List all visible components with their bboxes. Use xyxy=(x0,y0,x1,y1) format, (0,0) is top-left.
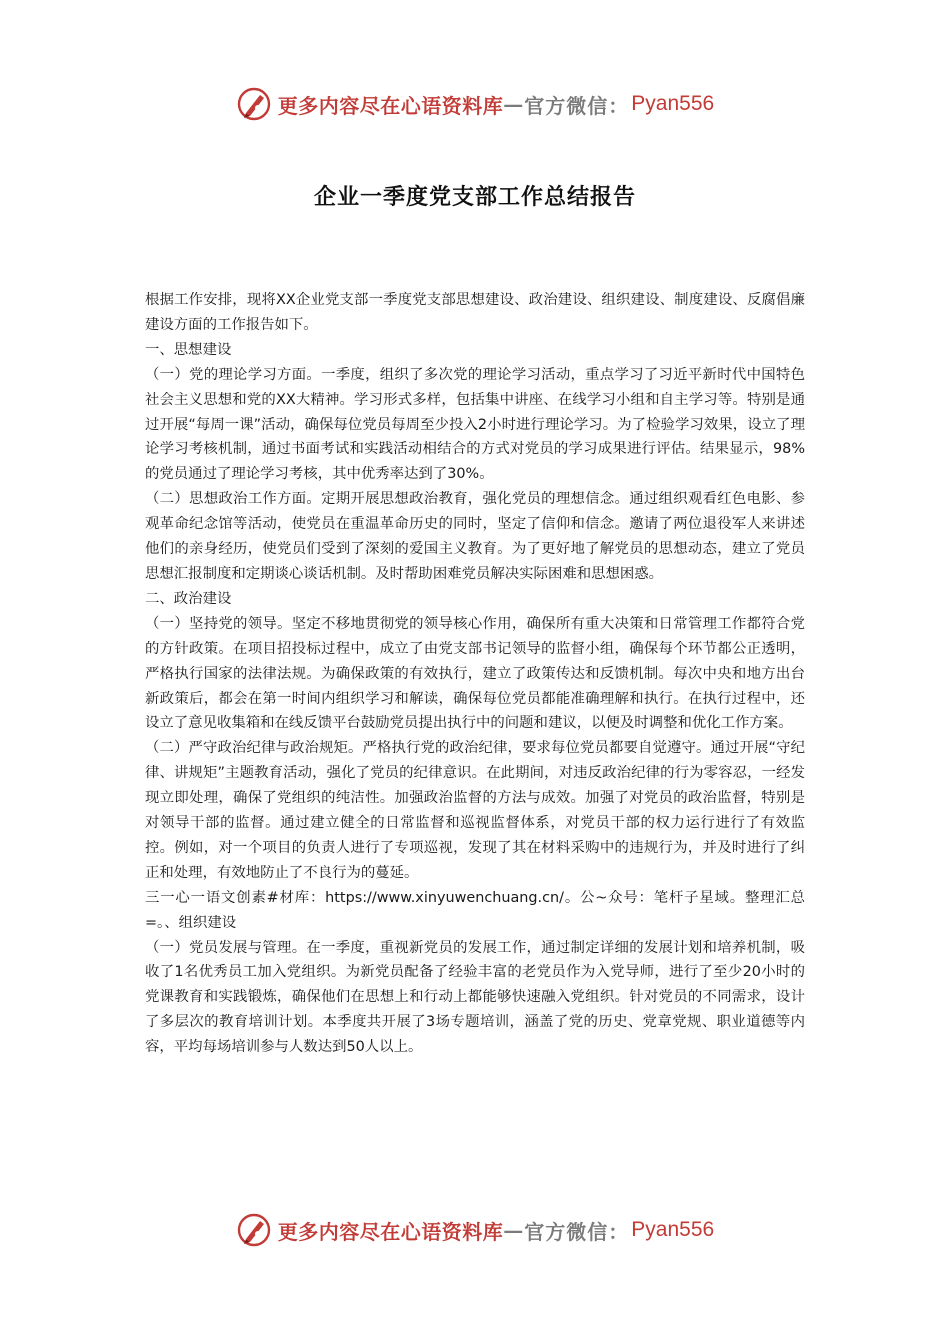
document-title: 企业一季度党支部工作总结报告 xyxy=(313,185,636,210)
banner-wechat-id: Pyan556 xyxy=(631,1218,715,1241)
pen-logo-icon xyxy=(236,1212,272,1248)
paragraph-1-1: （一）党的理论学习方面。一季度，组织了多次党的理论学习活动，重点学习了习近平新时代中国特色社会主义思想和党的XX大精神。学习形式多样，包括集中讲座、在线学习小组和自主学习等。特别是通过开展“每周一课”活动，确保每位党员每周至少投入2小时进行理论学习。为了检验学习效果，设立了理论学习考核机制，通过书面考试和实践活动相结合的方式对党员的学习成果进行评估。结果显示，98%的党员通过了理论学习考核，其中优秀率达到了30%。 xyxy=(145,366,805,483)
section-heading-2: 二、政治建设 xyxy=(145,590,232,607)
banner-wechat-label: 官方微信： xyxy=(524,1219,630,1244)
banner-dash: — xyxy=(503,1218,525,1242)
banner-text: 更多内容尽在心语资料库 xyxy=(277,93,504,118)
header-banner xyxy=(0,82,950,126)
paragraph-intro: 根据工作安排，现将XX企业党支部一季度党支部思想建设、政治建设、组织建设、制度建设、反腐倡廉建设方面的工作报告如下。 xyxy=(145,292,805,333)
section-heading-3: 三一心一语文创素#材库：https://www.xinyuwenchuang.cn/。公~众号：笔杆子星域。整理汇总=。、组织建设 xyxy=(145,889,805,931)
paragraph-2-2: （二）严守政治纪律与政治规矩。严格执行党的政治纪律，要求每位党员都要自觉遵守。通过开展“守纪律、讲规矩”主题教育活动，强化了党员的纪律意识。在此期间，对违反政治纪律的行为零容忍，一经发现立即处理，确保了党组织的纯洁性。加强政治监督的方法与成效。加强了对党员的政治监督，特别是对领导干部的监督。通过建立健全的日常监督和巡视监督体系，对党员干部的权力运行进行了有效监控。例如，对一个项目的负责人进行了专项巡视，发现了其在材料采购中的违规行为，并及时进行了纠正和处理，有效地防止了不良行为的蔓延。 xyxy=(145,740,805,881)
document-body xyxy=(145,288,805,1060)
pen-logo-icon xyxy=(236,86,272,122)
banner-dash: — xyxy=(503,92,525,116)
banner-wechat-label: 官方微信： xyxy=(524,93,630,118)
banner-text: 更多内容尽在心语资料库 xyxy=(277,1219,504,1244)
banner-wechat-id: Pyan556 xyxy=(631,92,715,115)
paragraph-1-2: （二）思想政治工作方面。定期开展思想政治教育，强化党员的理想信念。通过组织观看红色电影、参观革命纪念馆等活动，使党员在重温革命历史的同时，坚定了信仰和信念。邀请了两位退役军人来讲述他们的亲身经历，使党员们受到了深刻的爱国主义教育。为了更好地了解党员的思想动态，建立了党员思想汇报制度和定期谈心谈话机制。及时帮助困难党员解决实际困难和思想困惑。 xyxy=(145,491,805,582)
paragraph-2-1: （一）坚持党的领导。坚定不移地贯彻党的领导核心作用，确保所有重大决策和日常管理工作都符合党的方针政策。在项目招投标过程中，成立了由党支部书记领导的监督小组，确保每个环节都公正透明，严格执行国家的法律法规。为确保政策的有效执行，建立了政策传达和反馈机制。每次中央和地方出台新政策后，都会在第一时间内组织学习和解读，确保每位党员都能准确理解和执行。在执行过程中，还设立了意见收集箱和在线反馈平台鼓励党员提出执行中的问题和建议，以便及时调整和优化工作方案。 xyxy=(145,615,805,732)
paragraph-3-1: （一）党员发展与管理。在一季度，重视新党员的发展工作，通过制定详细的发展计划和培养机制，吸收了1名优秀员工加入党组织。为新党员配备了经验丰富的老党员作为入党导师，进行了至少20小时的党课教育和实践锻炼，确保他们在思想上和行动上都能够快速融入党组织。针对党员的不同需求，设计了多层次的教育培训计划。本季度共开展了3场专题培训，涵盖了党的历史、党章党规、职业道德等内容，平均每场培训参与人数达到50人以上。 xyxy=(145,939,805,1056)
footer-banner xyxy=(0,1208,950,1252)
section-heading-1: 一、思想建设 xyxy=(145,341,232,358)
